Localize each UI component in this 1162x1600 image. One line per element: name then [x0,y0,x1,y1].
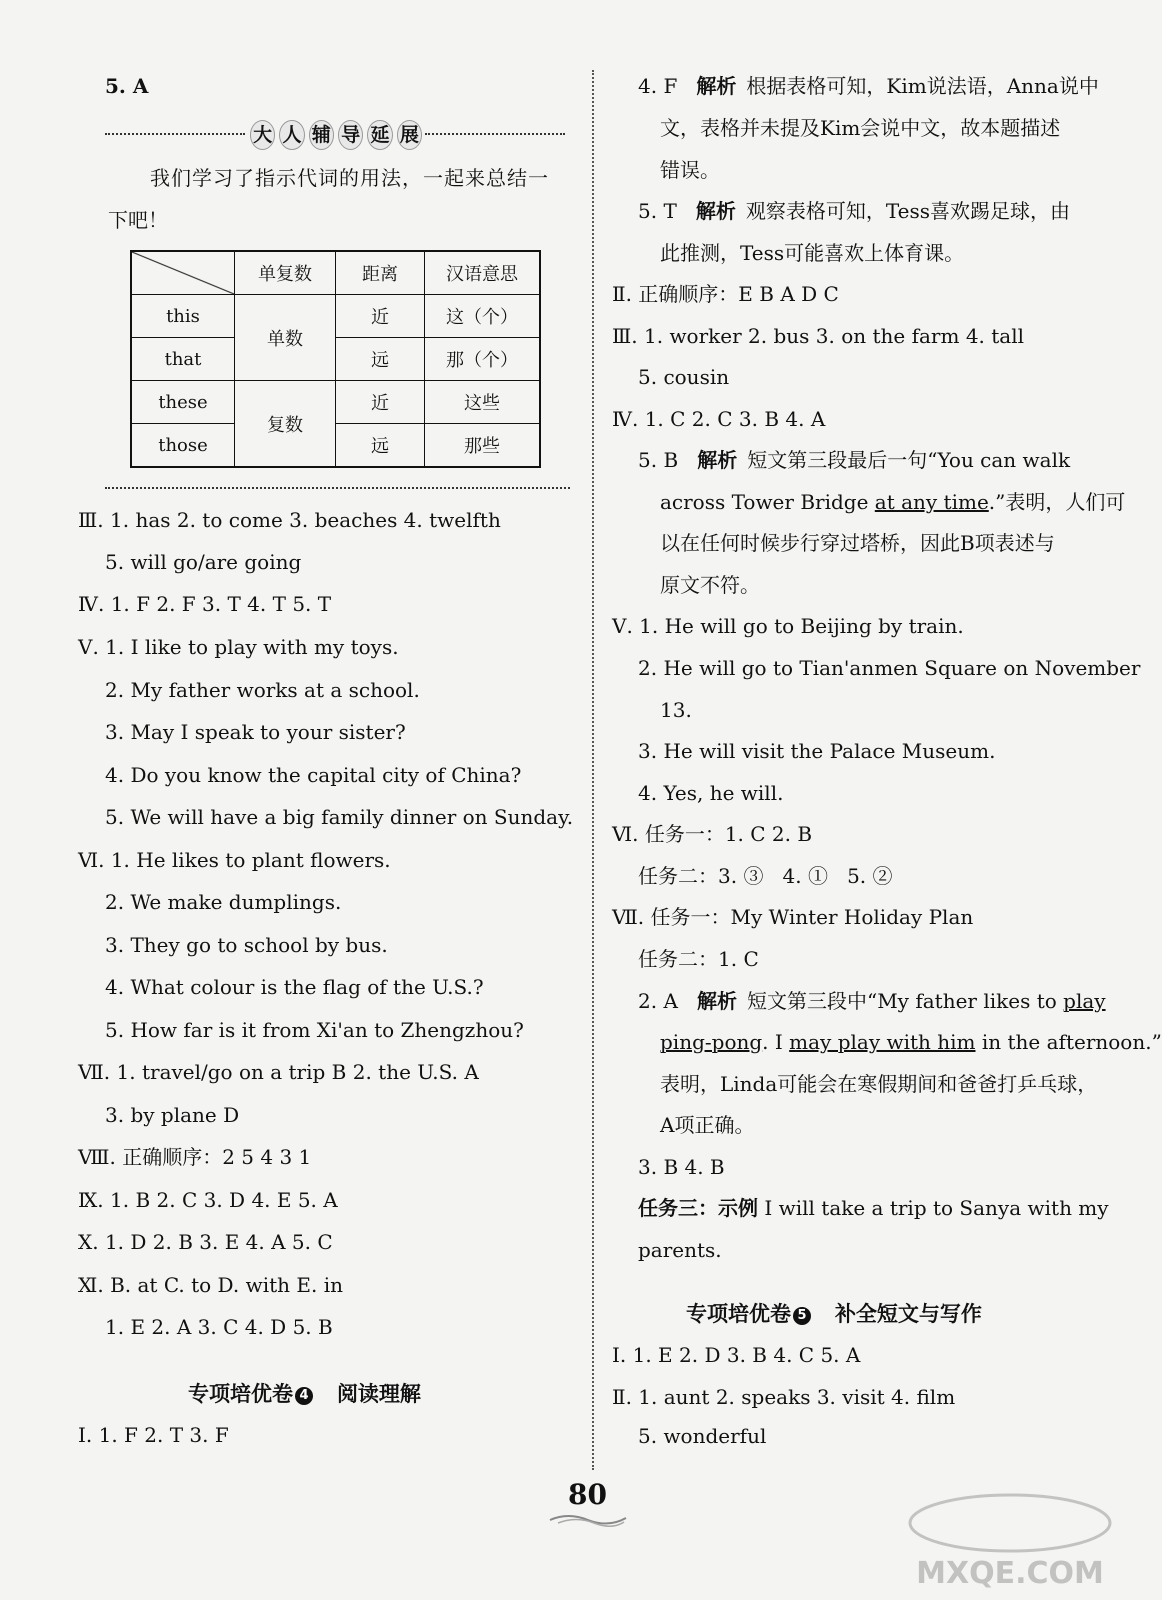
table-cell: 近 [336,295,425,338]
section-banner [105,120,565,148]
banner-char: 导 [338,120,363,150]
wave-ornament-icon [548,1510,628,1526]
answer-line [638,447,1070,473]
answer-line: 任务二：1. C [638,947,759,971]
answer-line: Ⅴ. 1. He will go to Beijing by train. [612,614,964,638]
answer-line: Ⅵ. 1. He likes to plant flowers. [78,848,391,872]
answer-line: 5. will go/are going [105,550,302,574]
answer-line: 4. Yes, he will. [638,781,784,805]
answer-text: 短文第三段中“My father likes to [746,989,1064,1013]
answer-number: 4. F [638,74,678,98]
banner-char: 人 [279,120,304,150]
answer-line: 5. We will have a big family dinner on Sunday. [105,805,574,829]
answer-line: Ⅲ. 1. has 2. to come 3. beaches 4. twelfth [78,508,501,532]
underlined-text: may play with him [789,1030,976,1054]
answer-line [638,863,893,889]
answer-line: parents. [638,1238,722,1262]
answer-line: Ⅺ. B. at C. to D. with E. in [78,1273,343,1297]
table-cell: those [131,424,235,468]
table-cell: 这（个） [425,295,541,338]
banner-title [250,120,422,148]
answer-text: 4. [782,864,802,888]
table-cell: this [131,295,235,338]
analysis-label: 解析 [695,199,736,223]
circled-number: ② [872,864,893,888]
answer-line: 原文不符。 [660,573,760,597]
table-header: 汉语意思 [425,251,541,295]
divider [105,133,245,135]
circled-number: ① [807,864,828,888]
analysis-label: 解析 [697,448,738,472]
section-title-text: 专项培优卷 [188,1382,293,1406]
table-cell: 远 [336,424,425,468]
example-label: 任务三：示例 [638,1196,758,1220]
answer-line: 5. A [105,74,149,98]
section-number: 5 [793,1307,811,1325]
pronoun-table [130,250,541,468]
underlined-text: ping-pong [660,1030,763,1054]
table-row [131,338,540,381]
table-cell: 单数 [235,295,336,381]
table-row [131,381,540,424]
table-header: 单复数 [235,251,336,295]
intro-text: 我们学习了指示代词的用法，一起来总结一 [150,166,549,190]
answer-text: 观察表格可知，Tess喜欢踢足球，由 [745,199,1071,223]
answer-line: 3. They go to school by bus. [105,933,388,957]
answer-line: 5. How far is it from Xi'an to Zhengzhou? [105,1018,524,1042]
answer-number: 5. B [638,448,679,472]
answer-line: Ⅴ. 1. I like to play with my toys. [78,635,399,659]
answer-text: 短文第三段最后一句“You can walk [747,448,1071,472]
section-title [188,1378,421,1408]
banner-char: 延 [367,120,392,150]
table-corner-cell [131,251,235,295]
divider [425,133,565,135]
answer-text: . I [762,1030,790,1054]
analysis-label: 解析 [696,989,737,1013]
answer-line: Ⅷ. 正确顺序：2 5 4 3 1 [78,1145,312,1169]
table-cell: 远 [336,338,425,381]
answer-line [638,988,1106,1014]
table-cell: these [131,381,235,424]
answer-line: 3. He will visit the Palace Museum. [638,739,996,763]
answer-line: Ⅰ. 1. E 2. D 3. B 4. C 5. A [612,1343,861,1367]
circled-number: ③ [743,864,764,888]
section-title-text: 专项培优卷 [686,1302,791,1326]
underlined-text: play [1063,989,1106,1013]
watermark-text: MXQE.COM [916,1556,1104,1591]
table-cell: 复数 [235,381,336,468]
answer-line: 2. We make dumplings. [105,890,342,914]
answer-line: Ⅶ. 任务一：My Winter Holiday Plan [612,905,974,929]
underlined-text: at any time [874,490,989,514]
answer-text: 根据表格可知，Kim说法语，Anna说中 [746,74,1099,98]
table-cell: 那些 [425,424,541,468]
table-cell: 那（个） [425,338,541,381]
answer-number: 5. T [638,199,677,223]
answer-line: 3. May I speak to your sister? [105,720,406,744]
answer-line: 此推测，Tess可能喜欢上体育课。 [660,241,965,265]
answer-line: 5. wonderful [638,1424,767,1448]
answer-line: Ⅳ. 1. C 2. C 3. B 4. A [612,407,826,431]
answer-line: 13. [660,698,692,722]
answer-text: 5. [847,864,867,888]
table-row [131,424,540,468]
answer-text: across Tower Bridge [660,490,875,514]
banner-char: 辅 [309,120,334,150]
answer-text: .”表明，人们可 [988,490,1126,514]
answer-line: 2. He will go to Tian'anmen Square on November [638,656,1141,680]
section-title-text: 阅读理解 [336,1382,421,1406]
answer-line: Ⅲ. 1. worker 2. bus 3. on the farm 4. tall [612,324,1025,348]
banner-char: 展 [397,120,422,150]
banner-char: 大 [250,120,275,150]
answer-line [638,1195,1109,1221]
answer-line: Ⅶ. 1. travel/go on a trip B 2. the U.S. A [78,1060,479,1084]
answer-line: Ⅹ. 1. D 2. B 3. E 4. A 5. C [78,1230,333,1254]
column-divider [592,70,594,1470]
divider [105,487,570,489]
answer-line [660,489,1125,515]
table-header: 距离 [336,251,425,295]
intro-text: 下吧！ [108,208,168,232]
answer-line [638,73,1099,99]
table-cell: 近 [336,381,425,424]
table-row [131,295,540,338]
section-number: 4 [295,1387,313,1405]
answer-line: 5. cousin [638,365,730,389]
answer-line: A项正确。 [660,1113,755,1137]
answer-line: 文，表格并未提及Kim会说中文，故本题描述 [660,116,1061,140]
section-title [686,1298,982,1328]
answer-line: Ⅱ. 正确顺序：E B A D C [612,282,839,306]
answer-text: in the afternoon.” [975,1030,1162,1054]
answer-line: Ⅰ. 1. F 2. T 3. F [78,1423,229,1447]
watermark-logo-icon [900,1485,1120,1595]
answer-line: 表明，Linda可能会在寒假期间和爸爸打乒乓球， [660,1072,1098,1096]
answer-line: Ⅱ. 1. aunt 2. speaks 3. visit 4. film [612,1385,956,1409]
section-title-text: 补全短文与写作 [834,1302,982,1326]
answer-line: 4. Do you know the capital city of China? [105,763,522,787]
answer-line: Ⅵ. 任务一：1. C 2. B [612,822,813,846]
answer-line [638,198,1070,224]
analysis-label: 解析 [696,74,737,98]
answer-line: Ⅸ. 1. B 2. C 3. D 4. E 5. A [78,1188,338,1212]
answer-line [660,1029,1162,1055]
answer-number: 2. A [638,989,678,1013]
answer-line: 3. by plane D [105,1103,240,1127]
answer-line: 错误。 [660,158,720,182]
table-cell: that [131,338,235,381]
answer-text: I will take a trip to Sanya with my [758,1196,1109,1220]
answer-line: 3. B 4. B [638,1155,725,1179]
page-number: 80 [568,1478,607,1511]
answer-text: 任务二：3. [638,864,738,888]
answer-line: Ⅳ. 1. F 2. F 3. T 4. T 5. T [78,592,332,616]
answer-line: 2. My father works at a school. [105,678,420,702]
answer-line: 以在任何时候步行穿过塔桥，因此B项表述与 [660,531,1055,555]
table-cell: 这些 [425,381,541,424]
answer-line: 4. What colour is the flag of the U.S.? [105,975,484,999]
answer-line: 1. E 2. A 3. C 4. D 5. B [105,1315,333,1339]
